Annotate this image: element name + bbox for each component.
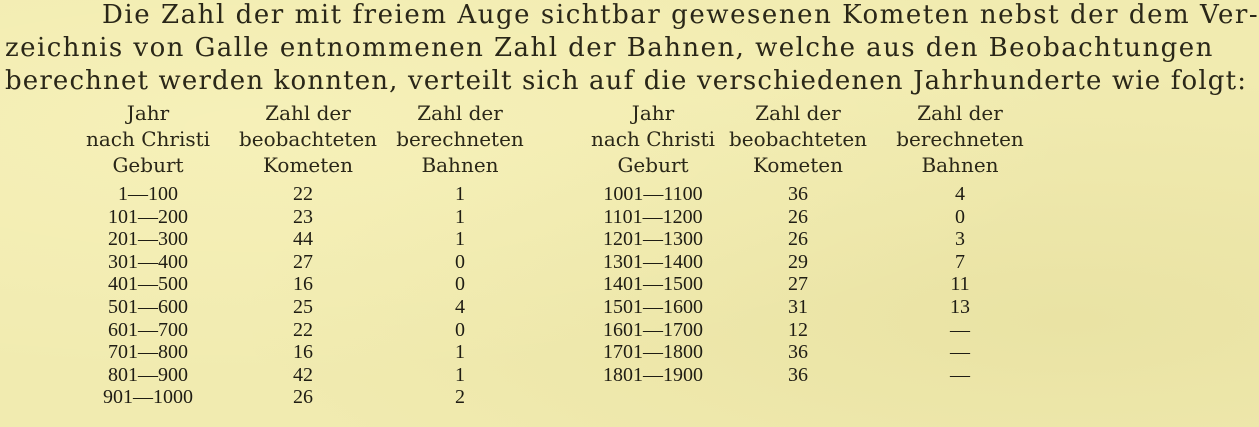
cell-observed: 22 (293, 318, 313, 341)
header-year-line: Geburt (112, 153, 184, 177)
header-computed-line: Zahl der (417, 101, 503, 125)
header-year-line: nach Christi (590, 127, 716, 151)
cell-observed: 31 (788, 295, 808, 318)
header-observed-line: Kometen (263, 153, 353, 177)
table-row (0, 206, 540, 229)
cell-computed: 3 (955, 228, 965, 251)
table-row (525, 273, 1065, 296)
cell-observed: 36 (788, 341, 808, 364)
header-computed (385, 100, 535, 178)
cell-years: 201—300 (108, 228, 188, 251)
cell-computed: — (950, 318, 970, 341)
intro-paragraph (0, 0, 1259, 100)
cell-years: 1001—1100 (603, 183, 703, 205)
cell-years: 901—1000 (103, 386, 193, 409)
cell-observed: 16 (293, 273, 313, 296)
header-observed-line: Kometen (753, 153, 843, 177)
table-row (525, 364, 1065, 387)
cell-computed: 2 (455, 386, 465, 409)
table-row (0, 296, 540, 319)
header-observed-line: beobachteten (238, 127, 378, 151)
cell-computed: 7 (955, 250, 965, 273)
header-year-line: Geburt (617, 153, 689, 177)
header-computed-line: berechneten (896, 127, 1024, 151)
header-year-line: nach Christi (85, 127, 211, 151)
cell-years: 1201—1300 (603, 228, 703, 251)
cell-years: 701—800 (108, 341, 188, 364)
cell-computed: 0 (455, 250, 465, 273)
cell-years: 1101—1200 (603, 205, 703, 228)
header-computed-line: berechneten (396, 127, 524, 151)
table-row (525, 296, 1065, 319)
cell-observed: 29 (788, 250, 808, 273)
header-year-line: Jahr (631, 101, 675, 125)
table-row (0, 273, 540, 296)
cell-years: 1—100 (118, 183, 178, 205)
cell-years: 1401—1500 (603, 273, 703, 296)
cell-years: 801—900 (108, 363, 188, 386)
cell-computed: 4 (955, 183, 965, 205)
cell-observed: 16 (293, 341, 313, 364)
cell-computed: 4 (455, 295, 465, 318)
cell-observed: 42 (293, 363, 313, 386)
cell-observed: 44 (293, 228, 313, 251)
table-rows-left (0, 183, 540, 409)
cell-computed: — (950, 341, 970, 364)
cell-computed: 13 (950, 295, 970, 318)
header-year-line: Jahr (126, 101, 170, 125)
cell-computed: 1 (455, 183, 465, 205)
cell-years: 1301—1400 (603, 250, 703, 273)
cell-years: 501—600 (108, 295, 188, 318)
cell-observed: 25 (293, 295, 313, 318)
cell-years: 101—200 (108, 205, 188, 228)
table-row (525, 228, 1065, 251)
header-computed (885, 100, 1035, 178)
table-row (0, 341, 540, 364)
cell-computed: 1 (455, 228, 465, 251)
table-row (525, 319, 1065, 342)
cell-computed: 0 (455, 273, 465, 296)
table-row (0, 386, 540, 409)
cell-observed: 23 (293, 205, 313, 228)
cell-years: 301—400 (108, 250, 188, 273)
cell-computed: 1 (455, 341, 465, 364)
table-row (525, 183, 1065, 206)
cell-years: 1701—1800 (603, 341, 703, 364)
table-row (0, 228, 540, 251)
table-row (525, 206, 1065, 229)
cell-computed: 0 (955, 205, 965, 228)
cell-observed: 26 (788, 228, 808, 251)
table-rows-right (525, 183, 1065, 386)
header-computed-line: Bahnen (921, 153, 999, 177)
intro-line-3: berechnet werden konnten, verteilt sich auf die verschiedenen Jahrhunderte wie folgt: (5, 66, 1248, 96)
header-computed-line: Zahl der (917, 101, 1003, 125)
cell-observed: 27 (788, 273, 808, 296)
table-row (525, 251, 1065, 274)
table-row (0, 183, 540, 206)
table-row (0, 364, 540, 387)
cell-observed: 26 (788, 205, 808, 228)
cell-computed: 11 (950, 273, 970, 296)
cell-observed: 36 (788, 363, 808, 386)
cell-computed: 1 (455, 205, 465, 228)
header-computed-line: Bahnen (421, 153, 499, 177)
header-observed-line: Zahl der (755, 101, 841, 125)
header-year (68, 100, 228, 178)
table-row (0, 319, 540, 342)
header-year (563, 100, 743, 178)
cell-observed: 36 (788, 183, 808, 205)
cell-computed: 1 (455, 363, 465, 386)
intro-line-2: zeichnis von Galle entnommenen Zahl der Bahnen, welche aus den Beobachtungen (5, 33, 1214, 63)
cell-computed: 0 (455, 318, 465, 341)
table-row (0, 251, 540, 274)
table-row (525, 341, 1065, 364)
cell-years: 601—700 (108, 318, 188, 341)
header-observed-line: beobachteten (728, 127, 868, 151)
cell-observed: 27 (293, 250, 313, 273)
cell-years: 1501—1600 (603, 295, 703, 318)
intro-line-1: Die Zahl der mit freiem Auge sichtbar gewesenen Kometen nebst der dem Ver- (102, 0, 1259, 30)
header-observed (723, 100, 873, 178)
cell-observed: 12 (788, 318, 808, 341)
cell-observed: 22 (293, 183, 313, 205)
cell-years: 1601—1700 (603, 318, 703, 341)
cell-years: 1801—1900 (603, 363, 703, 386)
cell-computed: — (950, 363, 970, 386)
header-observed (228, 100, 388, 178)
cell-observed: 26 (293, 386, 313, 409)
cell-years: 401—500 (108, 273, 188, 296)
header-observed-line: Zahl der (265, 101, 351, 125)
